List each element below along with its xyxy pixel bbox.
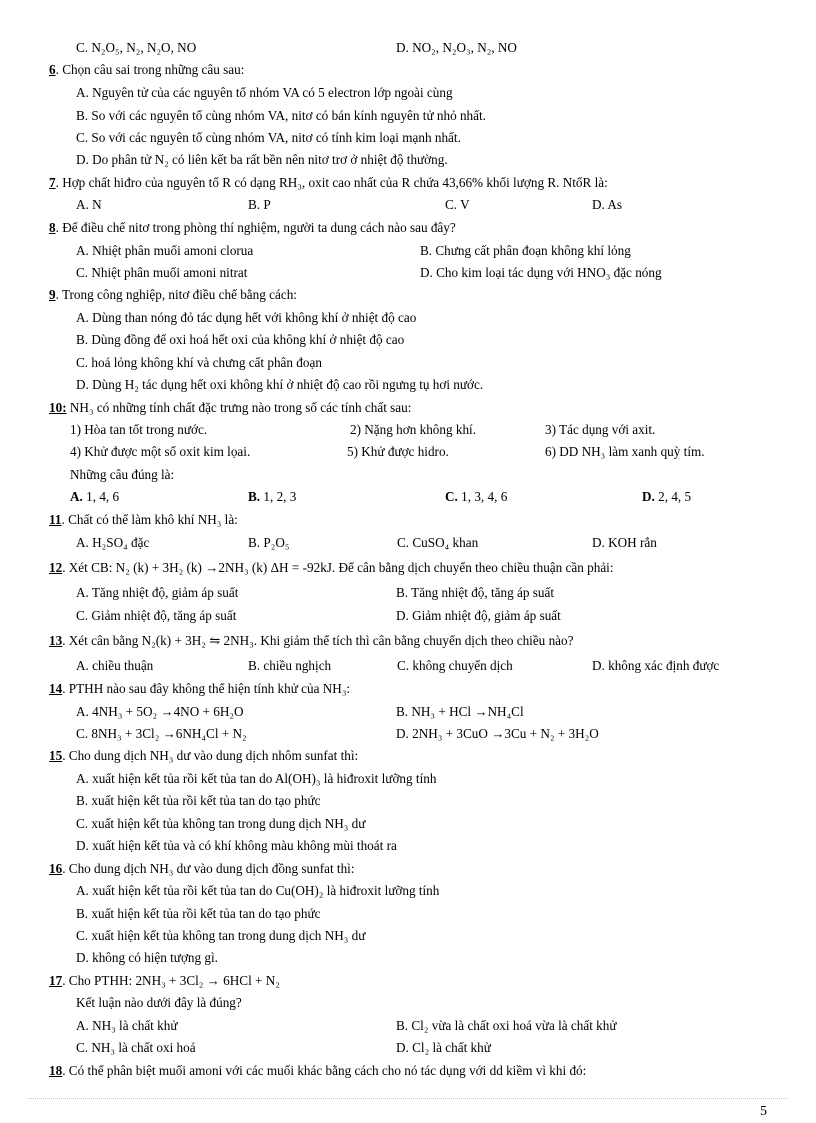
question-number: 11: [49, 512, 62, 527]
q15-option-d: D. xuất hiện kết tủa và có khí không màu không mùi thoát ra: [76, 838, 397, 853]
q11-option-a: A. H₂SO₄ đặc: [76, 535, 150, 550]
q9-option-d: D. Dùng H₂ tác dụng hết oxi không khí ở nhiệt độ cao rồi ngưng tụ hơi nước.: [76, 377, 484, 392]
q10-property-4: 4) Khử được một số oxit kim lọai.: [70, 444, 251, 459]
q10-property-5: 5) Khử được hidro.: [347, 444, 449, 459]
q10-option-d: [642, 489, 691, 505]
question-text: . Xét CB: N₂ (k) + 3H₂ (k) →2NH₃ (k) ΔH = -92kJ. Để cân bằng dịch chuyển theo chiều thuận cần phải:: [62, 560, 614, 575]
q14-option-a: A. 4NH₃ + 5O₂ →4NO + 6H₂O: [76, 704, 244, 719]
q6-option-d: D. Do phân tử N₂ có liên kết ba rất bền nên nitơ trơ ở nhiệt độ thường.: [76, 152, 448, 167]
q7-option-a: A. N: [76, 197, 102, 212]
question-11: [49, 512, 238, 528]
option-text: 1, 4, 6: [82, 489, 120, 504]
q12-option-d: D. Giảm nhiệt độ, giảm áp suất: [396, 608, 561, 623]
q6-option-c: C. So với các nguyên tố cùng nhóm VA, nitơ có tính kim loại mạnh nhất.: [76, 130, 461, 145]
question-6: [49, 62, 244, 78]
question-12: [49, 560, 614, 576]
q13-option-a: A. chiều thuận: [76, 658, 154, 673]
q8-option-c: C. Nhiệt phân muối amoni nitrat: [76, 265, 248, 280]
q17-option-c: C. NH₃ là chất oxi hoá: [76, 1040, 196, 1055]
question-text: . PTHH nào sau đây không thể hiện tính khử của NH₃:: [62, 681, 351, 696]
q8-option-a: A. Nhiệt phân muối amoni clorua: [76, 243, 254, 258]
q8-option-d: D. Cho kim loại tác dụng với HNO₃ đặc nóng: [420, 265, 662, 280]
q17-option-b: B. Cl₂ vừa là chất oxi hoá vừa là chất khử: [396, 1018, 617, 1033]
question-text: . Để điều chế nitơ trong phòng thí nghiệm, người ta dung cách nào sau đây?: [55, 220, 456, 235]
q9-option-a: A. Dùng than nóng đỏ tác dụng hết với không khí ở nhiệt độ cao: [76, 310, 417, 325]
q15-option-a: A. xuất hiện kết tủa rồi kết tủa tan do Al(OH)₃ là hiđroxit lưỡng tính: [76, 771, 437, 786]
q5-option-d: D. NO₂, N₂O₃, N₂, NO: [396, 40, 517, 55]
question-number: 14: [49, 681, 63, 696]
question-number: 16: [49, 861, 63, 876]
q15-option-c: C. xuất hiện kết tủa không tan trong dung dịch NH₃ dư: [76, 816, 366, 831]
question-9: [49, 287, 297, 303]
question-text: . Cho dung dịch NH₃ dư vào dung dịch nhôm sunfat thì:: [62, 748, 359, 763]
footer-divider: [28, 1098, 788, 1099]
question-14: [49, 681, 350, 697]
q12-option-a: A. Tăng nhiệt độ, giảm áp suất: [76, 585, 239, 600]
q11-option-c: C. CuSO₄ khan: [397, 535, 479, 550]
q6-option-a: A. Nguyên tử của các nguyên tố nhóm VA có 5 electron lớp ngoài cùng: [76, 85, 453, 100]
question-number: 6: [49, 62, 56, 77]
option-letter: C.: [445, 489, 458, 504]
question-number: 8: [49, 220, 56, 235]
option-letter: D.: [642, 489, 655, 504]
question-number: 10:: [49, 400, 67, 415]
question-text: . Cho dung dịch NH₃ dư vào dung dịch đồng sunfat thì:: [62, 861, 355, 876]
q14-option-c: C. 8NH₃ + 3Cl₂ →6NH₄Cl + N₂: [76, 726, 247, 741]
question-number: 18: [49, 1063, 63, 1078]
question-text: . Xét cân bằng N₂(k) + 3H₂ ⇋ 2NH₃. Khi giảm thể tích thì cân bằng chuyển dịch theo chiều nào?: [62, 633, 574, 648]
q17-option-a: A. NH₃ là chất khử: [76, 1018, 178, 1033]
q16-option-b: B. xuất hiện kết tủa rồi kết tủa tan do tạo phức: [76, 906, 321, 921]
q7-option-b: B. P: [248, 197, 271, 212]
question-18: [49, 1063, 586, 1079]
option-text: 1, 2, 3: [260, 489, 297, 504]
q10-intro: Những câu đúng là:: [70, 467, 175, 482]
page-number: 5: [760, 1104, 767, 1119]
q7-option-d: D. As: [592, 197, 623, 212]
q10-option-a: [70, 489, 119, 505]
question-8: [49, 220, 456, 236]
question-number: 13: [49, 633, 63, 648]
q5-option-c: C. N₂O₅, N₂, N₂O, NO: [76, 40, 197, 55]
question-number: 9: [49, 287, 56, 302]
question-number: 15: [49, 748, 63, 763]
q14-option-d: D. 2NH₃ + 3CuO →3Cu + N₂ + 3H₂O: [396, 726, 599, 741]
q10-option-b: [248, 489, 296, 505]
question-number: 7: [49, 175, 56, 190]
option-text: 1, 3, 4, 6: [457, 489, 508, 504]
q14-option-b: B. NH₃ + HCl →NH₄Cl: [396, 704, 524, 719]
question-13: [49, 633, 573, 649]
option-letter: B.: [248, 489, 261, 504]
option-text: 2, 4, 5: [654, 489, 692, 504]
q9-option-c: C. hoá lỏng không khí và chưng cất phân đoạn: [76, 355, 322, 370]
question-text: . Có thể phân biệt muối amoni với các muối khác bằng cách cho nó tác dụng với dd kiềm vì khi đó:: [62, 1063, 587, 1078]
q17-option-d: D. Cl₂ là chất khử: [396, 1040, 491, 1055]
question-7: [49, 175, 608, 191]
q11-option-d: D. KOH rắn: [592, 535, 657, 550]
q16-option-d: D. không có hiện tượng gì.: [76, 950, 218, 965]
q17-subquestion: Kết luận nào dưới đây là đúng?: [76, 995, 242, 1010]
q11-option-b: B. P₂O₅: [248, 535, 290, 550]
question-16: [49, 861, 355, 877]
question-number: 12: [49, 560, 63, 575]
question-text: . Chất có thể làm khô khí NH₃ là:: [61, 512, 238, 527]
q10-property-6: 6) DD NH₃ làm xanh quỳ tím.: [545, 444, 705, 459]
q16-option-c: C. xuất hiện kết tủa không tan trong dung dịch NH₃ dư: [76, 928, 366, 943]
question-text: . Hợp chất hiđro của nguyên tố R có dạng RH₃, oxit cao nhất của R chứa 43,66% khối lượng R. NtốR là:: [55, 175, 608, 190]
q10-option-c: [445, 489, 507, 505]
q13-option-b: B. chiều nghịch: [248, 658, 332, 673]
question-text: NH₃ có những tính chất đặc trưng nào trong số các tính chất sau:: [66, 400, 412, 415]
q8-option-b: B. Chưng cất phân đoạn không khí lỏng: [420, 243, 631, 258]
q9-option-b: B. Dùng đồng để oxi hoá hết oxi của không khí ở nhiệt độ cao: [76, 332, 405, 347]
question-15: [49, 748, 358, 764]
question-text: . Chọn câu sai trong những câu sau:: [55, 62, 245, 77]
question-text: . Trong công nghiệp, nitơ điều chế bằng cách:: [55, 287, 297, 302]
q13-option-c: C. không chuyển dịch: [397, 658, 513, 673]
question-text: . Cho PTHH: 2NH₃ + 3Cl₂ → 6HCl + N₂: [62, 973, 280, 988]
q10-property-1: 1) Hòa tan tốt trong nước.: [70, 422, 208, 437]
q7-option-c: C. V: [445, 197, 470, 212]
question-number: 17: [49, 973, 63, 988]
q10-property-2: 2) Nặng hơn không khí.: [350, 422, 477, 437]
q13-option-d: D. không xác định được: [592, 658, 720, 673]
q6-option-b: B. So với các nguyên tố cùng nhóm VA, nitơ có bán kính nguyên tử nhỏ nhất.: [76, 108, 486, 123]
q16-option-a: A. xuất hiện kết tủa rồi kết tủa tan do Cu(OH)₂ là hiđroxit lưỡng tính: [76, 883, 440, 898]
option-letter: A.: [70, 489, 83, 504]
q15-option-b: B. xuất hiện kết tủa rồi kết tủa tan do tạo phức: [76, 793, 321, 808]
question-10: [49, 400, 411, 416]
q12-option-c: C. Giảm nhiệt độ, tăng áp suất: [76, 608, 237, 623]
question-17: [49, 973, 280, 989]
q12-option-b: B. Tăng nhiệt độ, tăng áp suất: [396, 585, 554, 600]
q10-property-3: 3) Tác dụng với axit.: [545, 422, 656, 437]
